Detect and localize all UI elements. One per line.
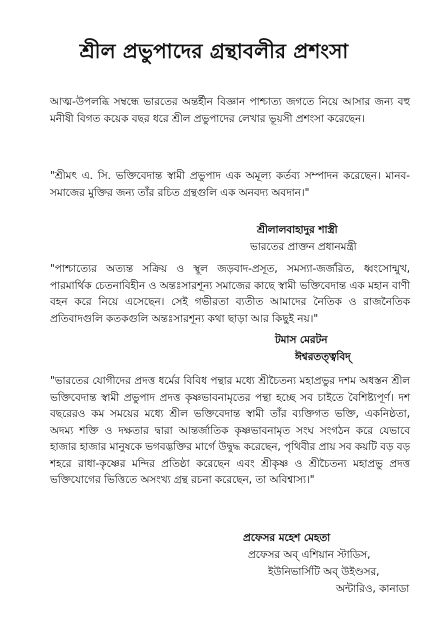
quote-author-role-shastri: ভারতের প্রাক্তন প্রধানমন্ত্রী <box>250 241 357 253</box>
quote-author-role-mehta-line-2: ইউনিভার্সিটি অব্‌ উইণ্ডসর, <box>268 566 380 578</box>
quote-author-role-merton: ঈশ্বরতত্ত্ববিদ্ <box>295 351 351 363</box>
quote-mehta: "ভারতের যোগীদের প্রদত্ত ধর্মের বিবিধ পন্থার মধ্যে শ্রীচৈতন্য মহাপ্রভুর দশম অধস্তন শ্রীল ভক্তিবেদান্ত স্বামী প্রভুপাদ প্রদত্ত কৃষ্ণভাবনামৃতের পন্থা হচ্ছে সব চাইতে বৈশিষ্ট্যপূর্ণ। দশ বছরেরও কম সময়ের মধ্যে শ্রীল ভক্তিবেদান্ত স্বামী তাঁর ব্যক্তিগত ভক্তি, একনিষ্ঠতা, অদম্য শক্তি ও দক্ষতার দ্বারা আন্তর্জাতিক কৃষ্ণভাবনামৃত সংঘ সংগঠন করে যেভাবে হাজার হাজার মানুষকে ভগবদ্ভক্তির মার্গে উদ্বুদ্ধ করেছেন, পৃথিবীর প্রায় সব কয়টি বড় বড় শহরে রাধা-কৃষ্ণের মন্দির প্রতিষ্ঠা করেছেন এবং শ্রীকৃষ্ণ ও শ্রীচৈতন্য মহাপ্রভু প্রদত্ত ভক্তিযোগের ভিত্তিতে অসংখ্য গ্রন্থ রচনা করেছেন, তা অবিশ্বাস্য।" <box>50 375 410 486</box>
quote-author-role-mehta-line-3: অন্টারিও, কানাডা <box>336 583 410 595</box>
quote-author-merton: টমাস মেরটন <box>275 334 328 346</box>
quote-author-shastri: শ্রীলালবাহাদুর শাস্ত্রী <box>257 224 338 236</box>
quote-author-mehta: প্রফেসর মহেশ মেহতা <box>243 532 331 544</box>
quote-author-role-mehta-line-1: প্রফেসর অব্‌ এশিয়ান স্টাডিস, <box>248 549 371 561</box>
quote-shastri: "শ্রীমৎ এ. সি. ভক্তিবেদান্ত স্বামী প্রভুপাদ এক অমূল্য কর্তব্য সম্পাদন করেছেন। মানব-সমাজের মুক্তির জন্য তাঁর রচিত গ্রন্থগুলি এক অনবদ্য অবদান।" <box>50 170 410 199</box>
page-title: শ্রীল প্রভুপাদের গ্রন্থাবলীর প্রশংসা <box>79 39 349 63</box>
intro-paragraph: আত্ম-উপলব্ধি সম্বন্ধে ভারতের অন্তর্হীন বিজ্ঞান পাশ্চাত্য জগতে নিয়ে আসার জন্য বহু মনীষী বিগত কয়েক বছর ধরে শ্রীল প্রভুপাদের লেখার ভূয়সী প্রশংসা করেছেন। <box>50 96 410 125</box>
quote-merton: "পাশ্চাত্যের অত্যন্ত সক্রিয় ও স্থূল জড়বাদ-প্রসূত, সমস্যা-জর্জরিত, ধ্বংসোন্মুখ, পারমার্থিক চেতনাবিহীন ও অন্তঃসারশূন্য সমাজের কাছে স্বামী ভক্তিবেদান্ত এক মহান বাণী বহন করে নিয়ে এসেছেন। সেই গভীরতা ব্যতীত আমাদের নৈতিক ও রাজনৈতিক প্রতিবাদগুলি কতকগুলি অন্তঃসারশূন্য কথা ছাড়া আর কিছুই নয়।" <box>50 263 410 325</box>
